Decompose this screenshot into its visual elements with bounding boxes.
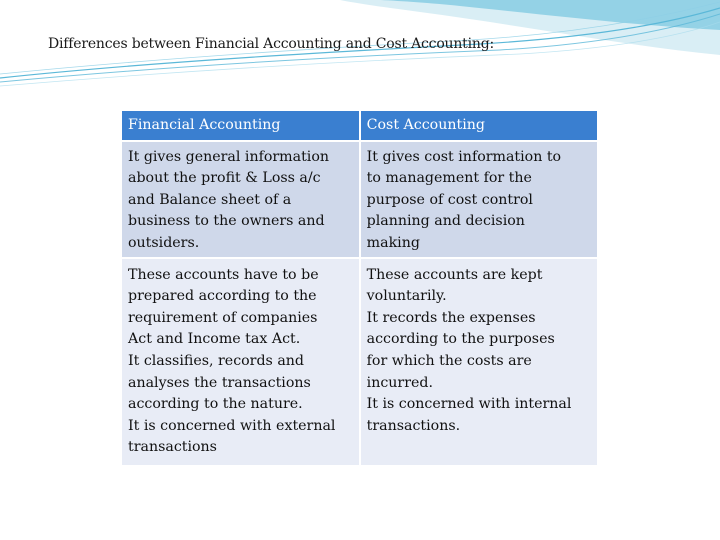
cell-line: purpose of cost control <box>366 191 533 208</box>
cell-line: It gives cost information to <box>366 148 562 165</box>
slide-title: Differences between Financial Accounting and Cost Accounting: <box>48 36 494 52</box>
table-row <box>122 142 597 257</box>
cell-line: transactions <box>128 439 217 456</box>
cell-line: It classifies, records and <box>128 352 305 369</box>
cell-line: It records the expenses <box>366 309 536 326</box>
header-cost-accounting: Cost Accounting <box>361 111 597 140</box>
cell-line: These accounts are kept <box>366 266 543 283</box>
cell-line: for which the costs are <box>366 352 532 369</box>
cell-line: about the profit & Loss a/c <box>128 170 321 187</box>
cell-line: making <box>366 234 420 251</box>
cell-line: requirement of companies <box>128 309 318 326</box>
cell-line: It gives general information <box>128 148 330 165</box>
cell-line: These accounts have to be <box>128 266 319 283</box>
cell-line: and Balance sheet of a <box>128 191 292 208</box>
cell-line: outsiders. <box>128 234 200 251</box>
cell-line: planning and decision <box>366 213 525 230</box>
cell-line: incurred. <box>366 374 433 391</box>
cell-line: business to the owners and <box>128 213 325 230</box>
cell-line: to management for the <box>366 170 532 187</box>
table-row <box>122 259 597 465</box>
cell-line: according to the nature. <box>128 396 303 413</box>
cell-line: It is concerned with internal <box>366 396 572 413</box>
cell-cost-row-1 <box>361 142 597 257</box>
cell-cost-row-2 <box>361 259 597 465</box>
header-financial-accounting: Financial Accounting <box>122 111 359 140</box>
comparison-table <box>120 109 599 467</box>
cell-line: analyses the transactions <box>128 374 311 391</box>
cell-financial-row-2 <box>122 259 359 465</box>
cell-financial-row-1 <box>122 142 359 257</box>
cell-line: according to the purposes <box>366 331 555 348</box>
cell-line: prepared according to the <box>128 288 317 305</box>
cell-line: voluntarily. <box>366 288 447 305</box>
cell-line: Act and Income tax Act. <box>128 331 301 348</box>
table-header-row <box>122 111 597 140</box>
cell-line: transactions. <box>366 417 461 434</box>
cell-line: It is concerned with external <box>128 417 336 434</box>
